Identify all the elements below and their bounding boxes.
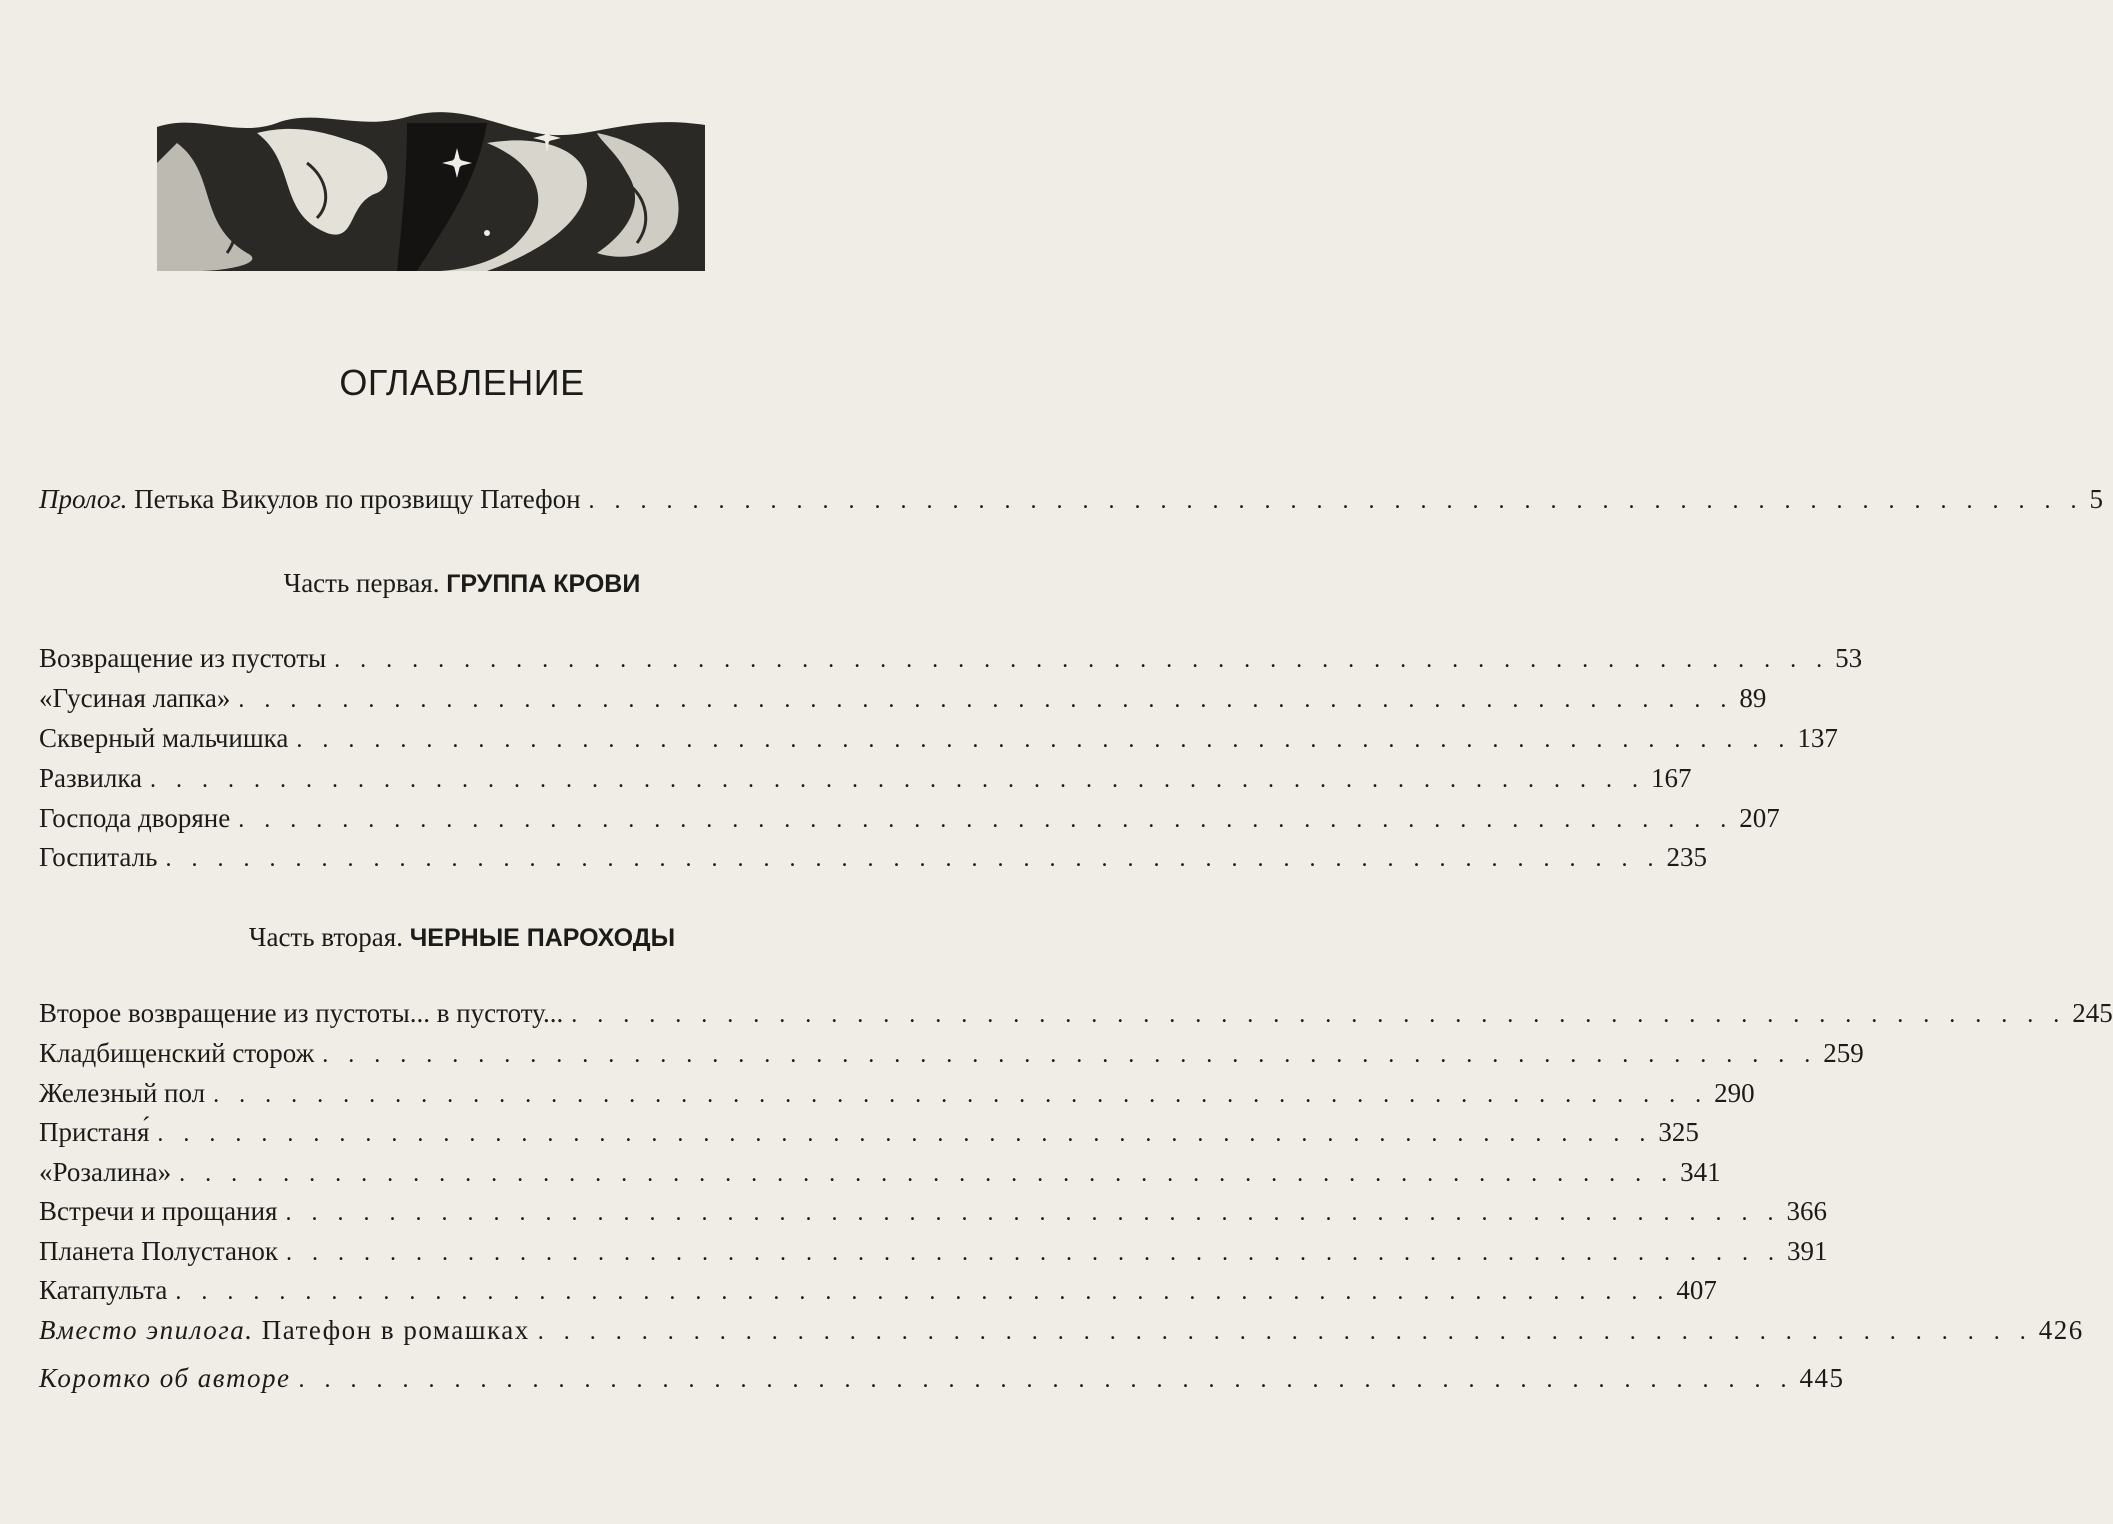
page-number: 137	[1797, 723, 1838, 753]
page-number: 325	[1658, 1117, 1699, 1147]
entry-title: Возвращение из пустоты	[39, 643, 327, 673]
dot-leader: . . . . . . . . . . . . . . . . . . . . . . . . . . . . . . . . . . . . . . . . . . . . . . . . . . . . . . . . . .	[165, 846, 1661, 872]
page-number: 207	[1739, 803, 1780, 833]
page-number: 53	[1835, 643, 1863, 673]
entry-text: Петька Викулов по прозвищу Патефон	[127, 484, 581, 514]
page-number: 341	[1680, 1157, 1721, 1187]
page-number: 259	[1823, 1038, 1864, 1068]
entry-prefix: Пролог.	[39, 484, 128, 514]
dot-leader: . . . . . . . . . . . . . . . . . . . . . . . . . . . . . . . . . . . . . . . . . . . . . . . . . . . . . . . . . .	[150, 767, 1646, 793]
entry-title: Кладбищенский сторож	[39, 1038, 315, 1068]
part-heading-2	[0, 922, 924, 953]
toc-entry[interactable]	[39, 1038, 1864, 1072]
entry-text: Коротко об авторе	[39, 1363, 291, 1393]
dot-leader: . . . . . . . . . . . . . . . . . . . . . . . . . . . . . . . . . . . . . . . . . . . . . . . . . . . . . . . . . .	[238, 807, 1734, 833]
toc-entry[interactable]	[39, 683, 1767, 717]
toc-entry-epilogue[interactable]	[39, 1315, 2084, 1349]
dot-leader: . . . . . . . . . . . . . . . . . . . . . . . . . . . . . . . . . . . . . . . . . . . . . . . . . . . . . . . . . .	[179, 1161, 1675, 1187]
dot-leader: . . . . . . . . . . . . . . . . . . . . . . . . . . . . . . . . . . . . . . . . . . . . . . . . . . . . . . . . . .	[238, 687, 1734, 713]
dot-leader: . . . . . . . . . . . . . . . . . . . . . . . . . . . . . . . . . . . . . . . . . . . . . . . . . . . . . . . . . .	[322, 1042, 1818, 1068]
page-number: 5	[2089, 484, 2104, 514]
page-number: 290	[1714, 1078, 1755, 1108]
entry-title: Железный пол	[39, 1078, 206, 1108]
entry-title: Пристаня́	[39, 1117, 150, 1147]
decorative-vignette	[157, 103, 705, 271]
part-title: ЧЕРНЫЕ ПАРОХОДЫ	[409, 924, 676, 952]
dot-leader: . . . . . . . . . . . . . . . . . . . . . . . . . . . . . . . . . . . . . . . . . . . . . . . . . . . . . . . . . .	[213, 1082, 1709, 1108]
dot-leader: . . . . . . . . . . . . . . . . . . . . . . . . . . . . . . . . . . . . . . . . . . . . . . . . . . . . . . . . . .	[285, 1200, 1781, 1226]
page-number: 167	[1651, 763, 1692, 793]
toc-entry[interactable]	[39, 1236, 1828, 1270]
page-number: 445	[1799, 1363, 1845, 1393]
page-number: 366	[1786, 1196, 1827, 1226]
dot-leader: . . . . . . . . . . . . . . . . . . . . . . . . . . . . . . . . . . . . . . . . . . . . . . . . . . . . . . . . . .	[571, 1002, 2067, 1028]
dot-leader: . . . . . . . . . . . . . . . . . . . . . . . . . . . . . . . . . . . . . . . . . . . . . . . . . . . . . . . . . .	[588, 488, 2084, 514]
part-heading-1	[0, 568, 924, 599]
entry-title: Встречи и прощания	[39, 1196, 278, 1226]
dot-leader: . . . . . . . . . . . . . . . . . . . . . . . . . . . . . . . . . . . . . . . . . . . . . . . . . . . . . . . . . .	[157, 1121, 1653, 1147]
page-number: 89	[1739, 683, 1767, 713]
entry-title	[39, 484, 581, 515]
page-number: 407	[1676, 1275, 1717, 1305]
dot-leader: . . . . . . . . . . . . . . . . . . . . . . . . . . . . . . . . . . . . . . . . . . . . . . . . . . . . . . . . . .	[298, 1367, 1794, 1393]
page-number: 235	[1666, 842, 1707, 872]
part-prefix: Часть вторая.	[248, 922, 410, 952]
toc-entry[interactable]	[39, 803, 1780, 837]
toc-entry[interactable]	[39, 842, 1707, 876]
toc-entry-prologue[interactable]	[39, 484, 2104, 518]
entry-title: Развилка	[39, 763, 143, 793]
entry-title: «Гусиная лапка»	[39, 683, 231, 713]
entry-prefix: Вместо эпилога.	[39, 1315, 254, 1345]
part-prefix: Часть первая.	[283, 568, 447, 598]
dot-leader: . . . . . . . . . . . . . . . . . . . . . . . . . . . . . . . . . . . . . . . . . . . . . . . . . . . . . . . . . .	[175, 1279, 1671, 1305]
dot-leader: . . . . . . . . . . . . . . . . . . . . . . . . . . . . . . . . . . . . . . . . . . . . . . . . . . . . . . . . . .	[334, 647, 1830, 673]
entry-title: Скверный мальчишка	[39, 723, 289, 753]
toc-entry[interactable]	[39, 1117, 1699, 1151]
page-number: 245	[2072, 998, 2113, 1028]
part-title: ГРУППА КРОВИ	[446, 570, 641, 598]
entry-title	[39, 1363, 290, 1394]
entry-title: Второе возвращение из пустоты... в пустоту...	[39, 998, 564, 1028]
toc-entry[interactable]	[39, 1275, 1717, 1309]
dot-leader: . . . . . . . . . . . . . . . . . . . . . . . . . . . . . . . . . . . . . . . . . . . . . . . . . . . . . . . . . .	[296, 727, 1792, 753]
entry-text: Патефон в ромашках	[253, 1315, 530, 1345]
entry-title: Планета Полустанок	[39, 1236, 279, 1266]
toc-entry[interactable]	[39, 998, 2113, 1032]
dot-leader: . . . . . . . . . . . . . . . . . . . . . . . . . . . . . . . . . . . . . . . . . . . . . . . . . . . . . . . . . .	[537, 1319, 2033, 1345]
toc-entry[interactable]	[39, 1078, 1755, 1112]
toc-entry-about-author[interactable]	[39, 1363, 1845, 1397]
toc-entry[interactable]	[39, 1196, 1827, 1230]
dot-leader: . . . . . . . . . . . . . . . . . . . . . . . . . . . . . . . . . . . . . . . . . . . . . . . . . . . . . . . . . .	[286, 1240, 1782, 1266]
toc-entry[interactable]	[39, 1157, 1721, 1191]
page-title: ОГЛАВЛЕНИЕ	[339, 362, 585, 403]
entry-title	[39, 1315, 530, 1346]
page-number: 391	[1787, 1236, 1828, 1266]
page-number: 426	[2038, 1315, 2084, 1345]
toc-entry[interactable]	[39, 723, 1838, 757]
entry-title: Госпиталь	[39, 842, 158, 872]
toc-entry[interactable]	[39, 763, 1692, 797]
toc-entry[interactable]	[39, 643, 1863, 677]
entry-title: Катапульта	[39, 1275, 168, 1305]
entry-title: Господа дворяне	[39, 803, 231, 833]
ornament-illustration	[157, 103, 705, 271]
entry-title: «Розалина»	[39, 1157, 172, 1187]
